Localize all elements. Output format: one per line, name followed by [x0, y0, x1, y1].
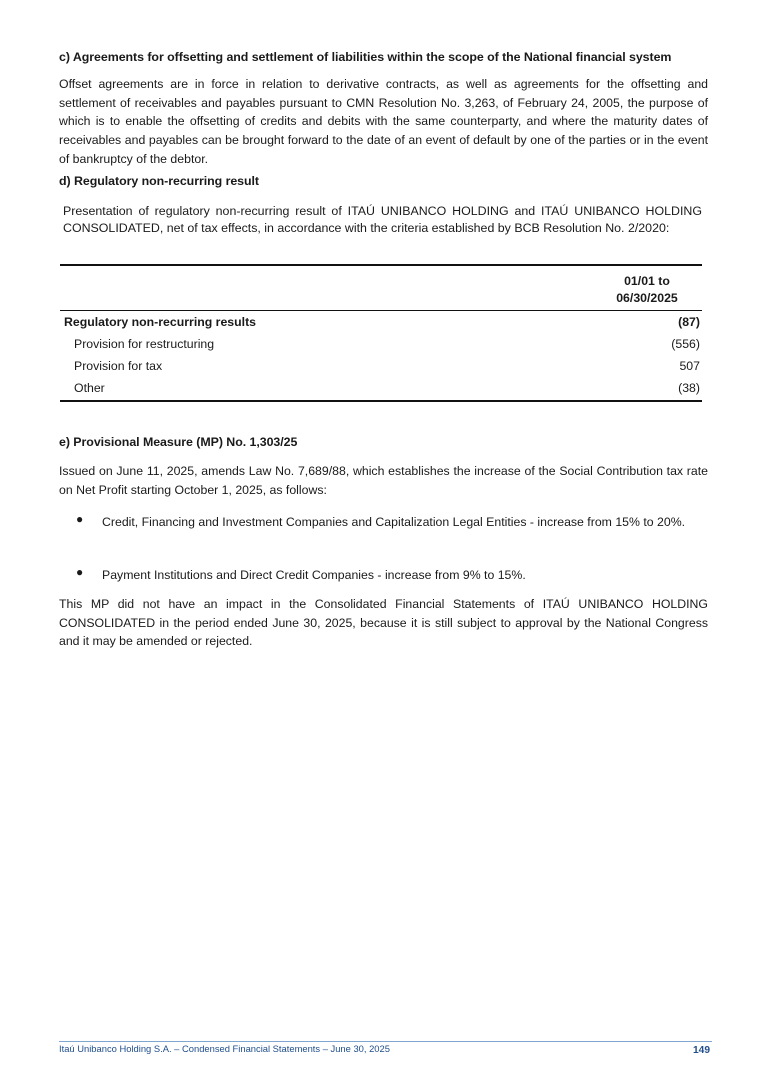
table-top-rule: [60, 264, 702, 266]
section-e-closing: This MP did not have an impact in the Consolidated Financial Statements of ITAÚ UNIBANCO HOLDING CONSOLIDATED in the period ended June 30, 2025, because it is still subject to approval by the National Congress and it may be amended or rejected.: [59, 597, 708, 649]
table-row: [60, 359, 702, 379]
section-c-heading: c) Agreements for offsetting and settlement of liabilities within the scope of the National financial system: [59, 50, 672, 64]
page-number: 149: [693, 1045, 710, 1056]
row-label: Regulatory non-recurring results: [64, 315, 257, 329]
table-row: [60, 381, 702, 401]
section-e-paragraph: Issued on June 11, 2025, amends Law No. 7,689/88, which establishes the increase of the Social Contribution tax rate on Net Profit starting October 1, 2025, as follows:: [59, 464, 708, 497]
section-d-heading: d) Regulatory non-recurring result: [59, 174, 260, 188]
footer-rule: [59, 1041, 712, 1042]
row-value: (87): [678, 315, 700, 329]
column-header-line2: 06/30/2025: [616, 291, 678, 305]
bullet-dot-icon: ●: [76, 512, 84, 526]
section-c-paragraph: Offset agreements are in force in relation to derivative contracts, as well as agreements for the offsetting and settlement of receivables and payables pursuant to CMN Resolution No. 3,263, of February 24, 2005, the purpose of which is to enable the offsetting of credits and debits with the same counterparty, and where the maturity dates of receivables and payables can be brought forward to the date of an event of default by one of the parties or in the event of bankruptcy of the debtor.: [59, 77, 708, 166]
section-d-intro: Presentation of regulatory non-recurring result of ITAÚ UNIBANCO HOLDING and ITAÚ UNIBANCO HOLDING CONSOLIDATED, net of tax effects, in accordance with the criteria established by BCB Resolution No. 2/2020:: [63, 204, 702, 235]
bullet-dot-icon: ●: [76, 565, 84, 579]
row-label: Provision for restructuring: [74, 337, 215, 351]
row-label: Provision for tax: [74, 359, 163, 373]
table-row: [60, 337, 702, 357]
section-e-heading: e) Provisional Measure (MP) No. 1,303/25: [59, 435, 298, 449]
row-value: 507: [679, 359, 700, 373]
table-column-header: [592, 273, 702, 307]
row-label: Other: [74, 381, 105, 395]
column-header-line1: 01/01 to: [624, 274, 670, 288]
footer-text: Itaú Unibanco Holding S.A. – Condensed Financial Statements – June 30, 2025: [59, 1043, 390, 1054]
table-header-rule: [60, 310, 702, 311]
non-recurring-table: [60, 270, 702, 405]
row-value: (556): [671, 337, 700, 351]
bullet-item: Payment Institutions and Direct Credit Companies - increase from 9% to 15%.: [102, 568, 526, 582]
bullet-item: Credit, Financing and Investment Companies and Capitalization Legal Entities - increase from 15% to 20%.: [102, 515, 686, 529]
table-row: [60, 315, 702, 335]
row-value: (38): [678, 381, 700, 395]
table-bottom-rule: [60, 400, 702, 402]
